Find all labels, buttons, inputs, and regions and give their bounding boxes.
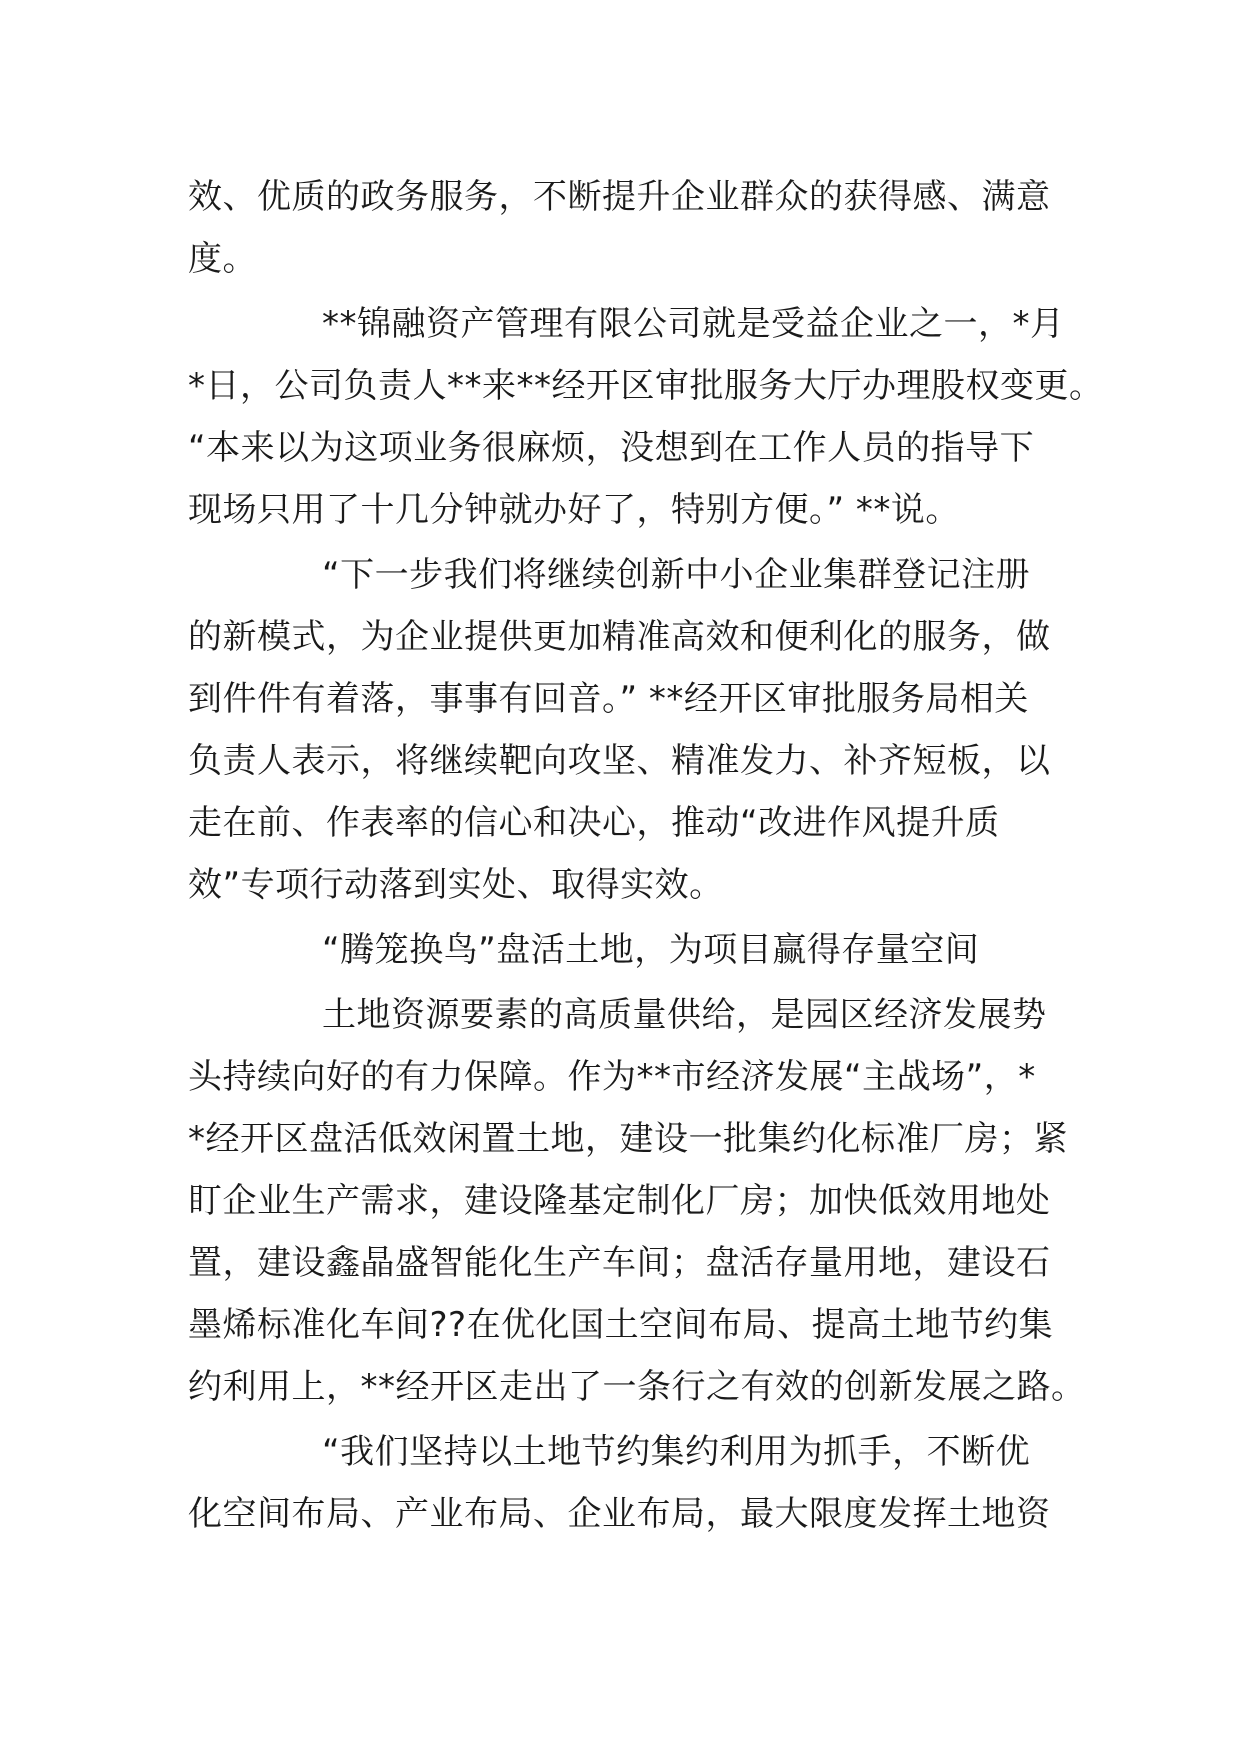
text-line: 约利用上，**经开区走出了一条行之有效的创新发展之路。 — [188, 1367, 1086, 1407]
text-line: 度。 — [188, 239, 257, 279]
text-line: 墨烯标准化车间??在优化国土空间布局、提高土地节约集 — [188, 1305, 1054, 1345]
text-line: 的新模式，为企业提供更加精准高效和便利化的服务，做 — [188, 617, 1051, 657]
paragraph-start: **锦融资产管理有限公司就是受益企业之一，*月 — [322, 304, 1065, 344]
paragraph-start: “下一步我们将继续创新中小企业集群登记注册 — [322, 555, 1031, 595]
text-line: 置，建设鑫晶盛智能化生产车间；盘活存量用地，建设石 — [188, 1243, 1051, 1283]
text-line: 盯企业生产需求，建设隆基定制化厂房；加快低效用地处 — [188, 1181, 1051, 1221]
text-line: 现场只用了十几分钟就办好了，特别方便。” **说。 — [188, 490, 960, 530]
text-line: 到件件有着落，事事有回音。” **经开区审批服务局相关 — [188, 679, 1029, 719]
text-line: *经开区盘活低效闲置土地，建设一批集约化标准厂房；紧 — [188, 1119, 1068, 1159]
paragraph-start: “我们坚持以土地节约集约利用为抓手，不断优 — [322, 1432, 1031, 1472]
text-line: *日，公司负责人**来**经开区审批服务大厅办理股权变更。 — [188, 366, 1104, 406]
section-heading: “腾笼换鸟”盘活土地，为项目赢得存量空间 — [322, 930, 980, 970]
text-line: 头持续向好的有力保障。作为**市经济发展“主战场”，* — [188, 1057, 1036, 1097]
text-line: “本来以为这项业务很麻烦，没想到在工作人员的指导下 — [188, 428, 1035, 468]
text-line: 走在前、作表率的信心和决心，推动“改进作风提升质 — [188, 803, 1000, 843]
text-line: 化空间布局、产业布局、企业布局，最大限度发挥土地资 — [188, 1494, 1051, 1534]
paragraph-start: 土地资源要素的高质量供给，是园区经济发展势 — [322, 995, 1047, 1035]
text-line: 负责人表示，将继续靶向攻坚、精准发力、补齐短板，以 — [188, 741, 1051, 781]
text-line: 效、优质的政务服务，不断提升企业群众的获得感、满意 — [188, 177, 1051, 217]
text-line: 效”专项行动落到实处、取得实效。 — [188, 865, 724, 905]
